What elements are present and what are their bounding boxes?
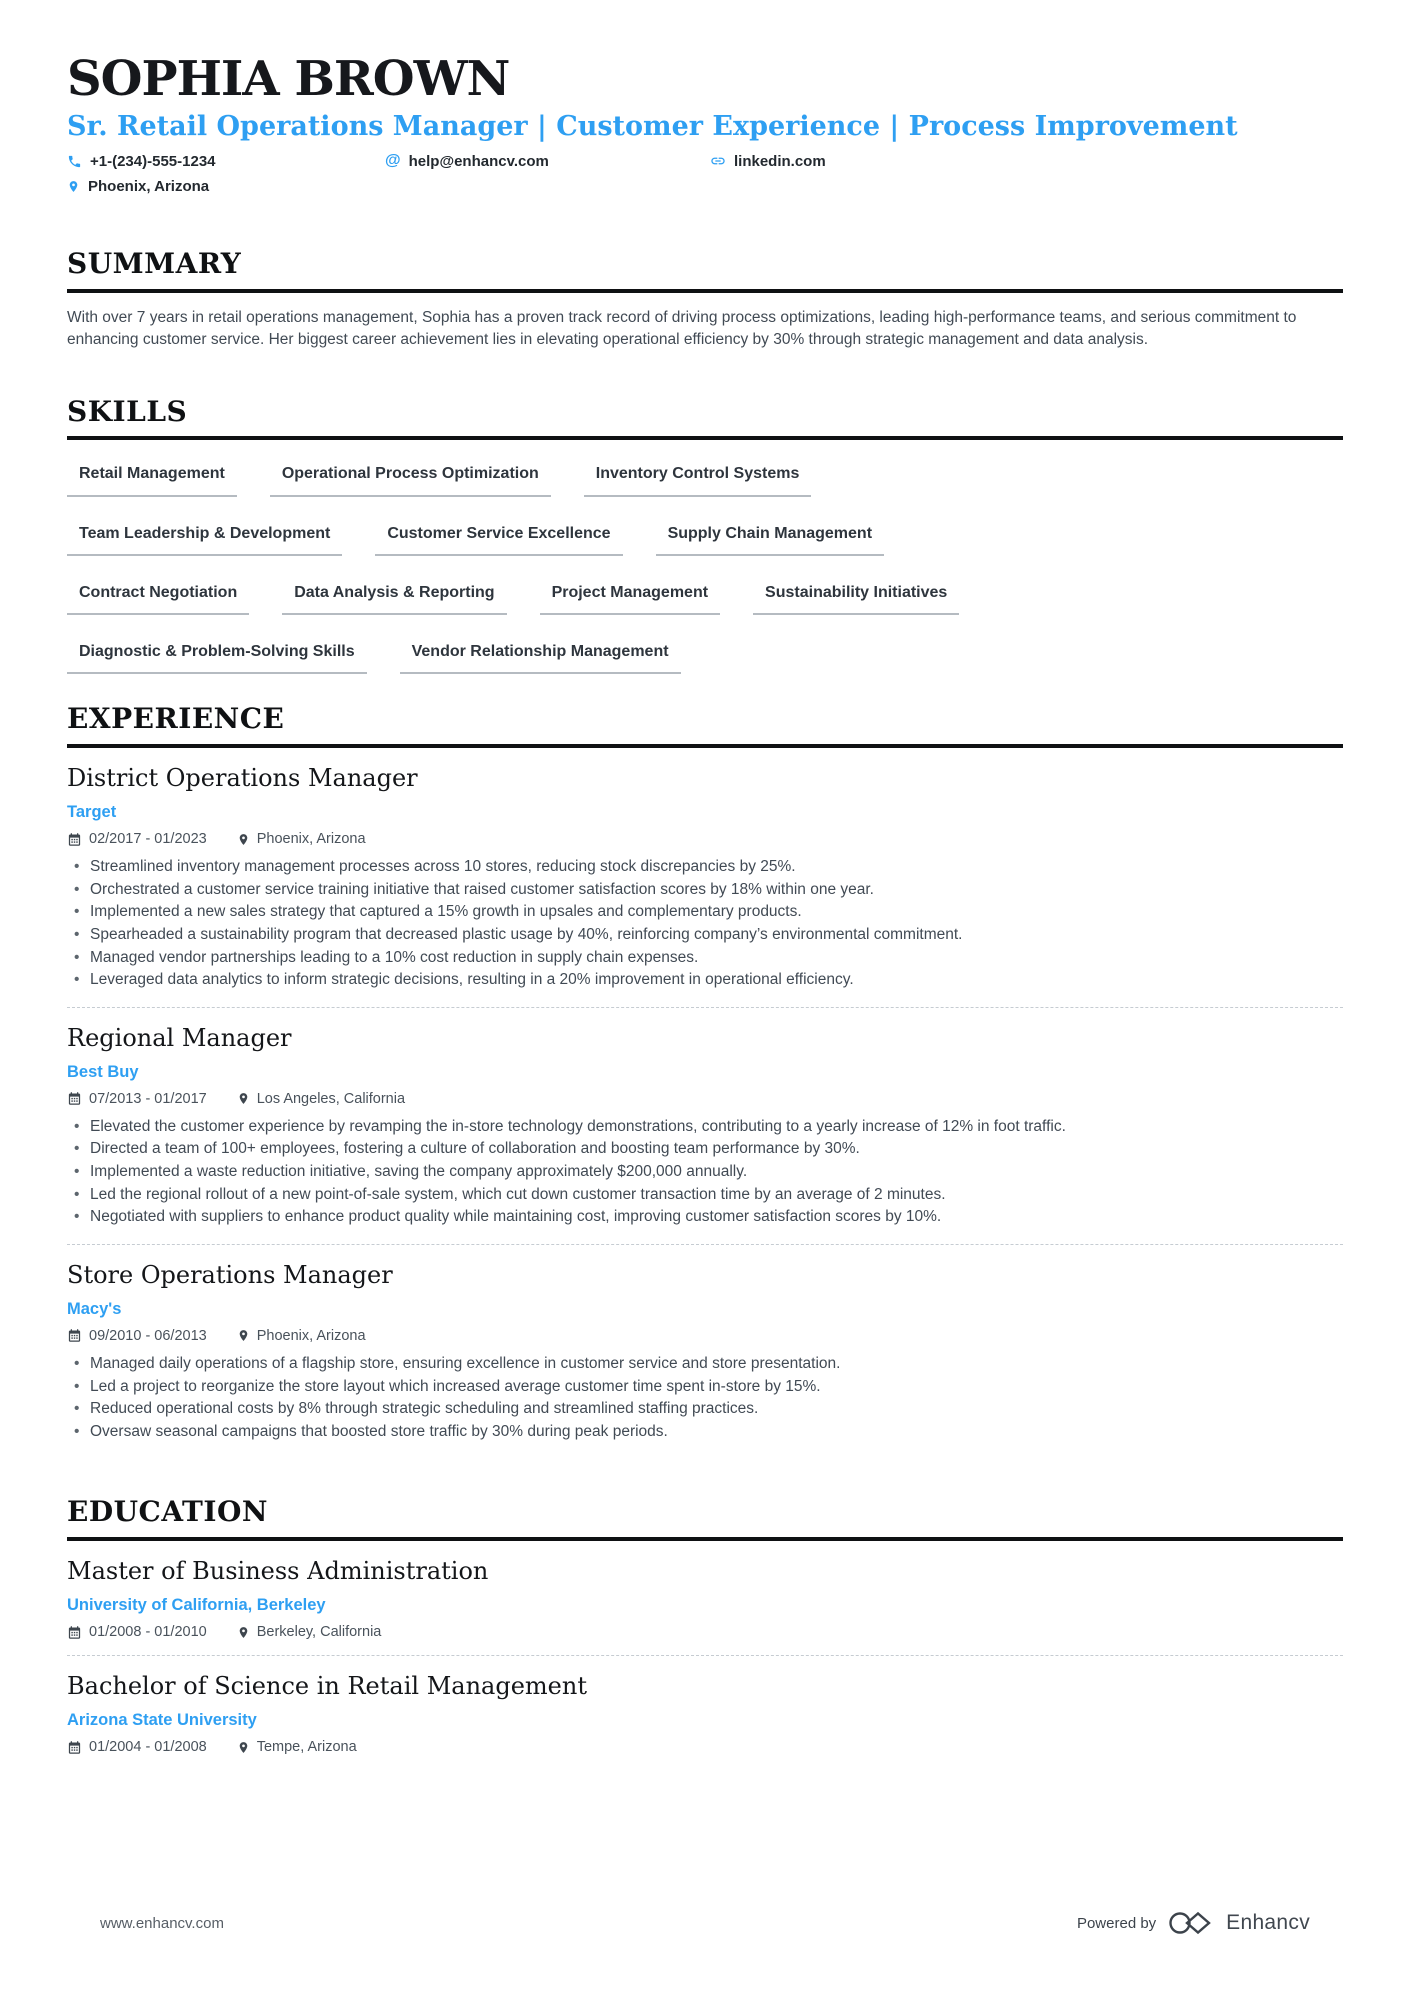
calendar-icon	[67, 832, 82, 847]
skill-rows	[67, 464, 1343, 674]
job-bullet: • Implemented a waste reduction initiative, saving the company approximately $200,000 annually.	[67, 1161, 1343, 1184]
summary-text: With over 7 years in retail operations management, Sophia has a proven track record of driving process optimizations, leading high-performance teams, and serious commitment to enhancing customer service. Her biggest career achievement lies in elevating operational efficiency by 30% through strategic management and data analysis.	[67, 308, 1297, 348]
location-pin-icon	[67, 179, 80, 194]
experience-heading: EXPERIENCE	[67, 704, 1343, 748]
brand-name: Enhancv	[1226, 1911, 1310, 1934]
degree-separator	[67, 1655, 1343, 1656]
degree-location-text: Berkeley, California	[256, 1624, 382, 1641]
job-bullet: • Streamlined inventory management processes across 10 stores, reducing stock discrepancies by 25%.	[67, 856, 1343, 879]
powered-by-label: Powered by	[1076, 1914, 1157, 1932]
job-bullet: • Managed daily operations of a flagship store, ensuring excellence in customer service and store presentation.	[67, 1353, 1343, 1376]
job-dates-text: 09/2010 - 06/2013	[89, 1327, 207, 1344]
skill-tag: Data Analysis & Reporting	[282, 583, 506, 615]
job-entry	[67, 1023, 1343, 1229]
skill-tag: Vendor Relationship Management	[400, 642, 681, 674]
location-pin-icon	[237, 1625, 250, 1640]
degree-dates	[67, 1624, 207, 1640]
linkedin-url[interactable]: linkedin.com	[734, 152, 826, 170]
job-bullet: • Orchestrated a customer service training initiative that raised customer satisfaction scores by 18% within one year.	[67, 879, 1343, 902]
skill-row	[67, 642, 1343, 674]
job-meta	[67, 1091, 1343, 1107]
at-icon: @	[385, 152, 401, 170]
phone-number: +1-(234)-555-1234	[90, 152, 216, 170]
job-location	[237, 1328, 366, 1344]
calendar-icon	[67, 1328, 82, 1343]
skill-tag: Retail Management	[67, 464, 237, 496]
enhancv-logo-icon	[1168, 1909, 1214, 1937]
degree-school: University of California, Berkeley	[67, 1596, 326, 1615]
calendar-icon	[67, 1625, 82, 1640]
job-dates	[67, 831, 207, 847]
job-bullets	[67, 1353, 1343, 1444]
location-pin-icon	[237, 832, 250, 847]
location-contact	[67, 178, 209, 195]
contact-row	[67, 153, 1343, 170]
job-bullet: • Led a project to reorganize the store layout which increased average customer time spent in-store by 15%.	[67, 1376, 1343, 1399]
job-title: Store Operations Manager	[67, 1260, 393, 1289]
email-contact[interactable]	[385, 153, 710, 170]
summary-section	[67, 246, 1343, 351]
skill-tag: Inventory Control Systems	[584, 464, 812, 496]
job-separator	[67, 1007, 1343, 1008]
job-dates-text: 07/2013 - 01/2017	[89, 1090, 207, 1107]
footer-site-link[interactable]: www.enhancv.com	[100, 1914, 224, 1932]
degree-school: Arizona State University	[67, 1711, 257, 1730]
job-bullet: • Elevated the customer experience by revamping the in-store technology demonstrations, contributing to a yearly increase of 12% in foot traffic.	[67, 1116, 1343, 1139]
experience-section	[67, 704, 1343, 1443]
skill-tag: Customer Service Excellence	[375, 524, 622, 556]
location-pin-icon	[237, 1091, 250, 1106]
job-bullets	[67, 1116, 1343, 1229]
degree-dates-text: 01/2004 - 01/2008	[89, 1739, 207, 1756]
job-bullet: • Spearheaded a sustainability program that decreased plastic usage by 40%, reinforcing company’s environmental commitment.	[67, 924, 1343, 947]
job-meta	[67, 1328, 1343, 1344]
job-separator	[67, 1244, 1343, 1245]
phone-contact	[67, 153, 385, 170]
degree-location	[237, 1739, 357, 1755]
job-bullet: • Implemented a new sales strategy that captured a 15% growth in upsales and complementary products.	[67, 901, 1343, 924]
summary-heading: SUMMARY	[67, 249, 1343, 293]
location-pin-icon	[237, 1740, 250, 1755]
job-location-text: Los Angeles, California	[256, 1090, 406, 1107]
job-bullet: • Leveraged data analytics to inform strategic decisions, resulting in a 20% improvement in operational efficiency.	[67, 969, 1343, 992]
job-location	[237, 1091, 405, 1107]
link-icon	[710, 153, 726, 169]
job-location	[237, 831, 366, 847]
education-heading: EDUCATION	[67, 1497, 1343, 1541]
job-company: Macy's	[67, 1299, 122, 1318]
job-bullets	[67, 856, 1343, 992]
skills-section	[67, 394, 1343, 675]
job-title: Regional Manager	[67, 1023, 292, 1052]
skill-tag: Diagnostic & Problem-Solving Skills	[67, 642, 367, 674]
skill-tag: Team Leadership & Development	[67, 524, 342, 556]
job-entry	[67, 763, 1343, 992]
email-address[interactable]: help@enhancv.com	[408, 152, 549, 170]
calendar-icon	[67, 1091, 82, 1106]
skill-row	[67, 524, 1343, 556]
location-row	[67, 178, 1343, 195]
job-bullet: • Managed vendor partnerships leading to a 10% cost reduction in supply chain expenses.	[67, 947, 1343, 970]
location-text: Phoenix, Arizona	[88, 177, 210, 195]
job-bullet: • Negotiated with suppliers to enhance product quality while maintaining cost, improving customer satisfaction scores by 10%.	[67, 1206, 1343, 1229]
job-location-text: Phoenix, Arizona	[256, 1327, 366, 1344]
skill-tag: Project Management	[540, 583, 720, 615]
job-company: Best Buy	[67, 1062, 139, 1081]
phone-icon	[67, 154, 82, 169]
skill-tag: Supply Chain Management	[656, 524, 884, 556]
degree-meta	[67, 1624, 1343, 1640]
degree-entry	[67, 1671, 1343, 1755]
job-bullet: • Reduced operational costs by 8% through strategic scheduling and streamlined staffing practices.	[67, 1398, 1343, 1421]
job-dates-text: 02/2017 - 01/2023	[89, 831, 207, 848]
degree-title: Bachelor of Science in Retail Management	[67, 1672, 587, 1701]
job-dates	[67, 1091, 207, 1107]
degree-location-text: Tempe, Arizona	[256, 1739, 357, 1756]
skill-tag: Sustainability Initiatives	[753, 583, 959, 615]
job-dates	[67, 1328, 207, 1344]
job-location-text: Phoenix, Arizona	[256, 831, 366, 848]
education-section	[67, 1497, 1343, 1755]
job-bullet: • Oversaw seasonal campaigns that boosted store traffic by 30% during peak periods.	[67, 1421, 1343, 1444]
skill-row	[67, 583, 1343, 615]
location-pin-icon	[237, 1328, 250, 1343]
powered-by	[1077, 1909, 1310, 1937]
candidate-name: SOPHIA BROWN	[67, 51, 510, 107]
degree-title: Master of Business Administration	[67, 1557, 489, 1586]
job-bullet: • Directed a team of 100+ employees, fostering a culture of collaboration and boosting team performance by 30%.	[67, 1138, 1343, 1161]
calendar-icon	[67, 1740, 82, 1755]
skill-row	[67, 464, 1343, 496]
degree-entry	[67, 1556, 1343, 1640]
job-title: District Operations Manager	[67, 764, 418, 793]
job-meta	[67, 831, 1343, 847]
degree-location	[237, 1624, 382, 1640]
degree-meta	[67, 1739, 1343, 1755]
skill-tag: Operational Process Optimization	[270, 464, 551, 496]
job-entry	[67, 1260, 1343, 1444]
degree-dates	[67, 1739, 207, 1755]
job-bullet: • Led the regional rollout of a new point-of-sale system, which cut down customer transaction time by an average of 2 minutes.	[67, 1184, 1343, 1207]
linkedin-contact[interactable]	[710, 153, 826, 170]
job-company: Target	[67, 803, 117, 822]
degree-dates-text: 01/2008 - 01/2010	[89, 1624, 207, 1641]
candidate-headline: Sr. Retail Operations Manager | Customer Experience | Process Improvement	[67, 110, 1238, 142]
skill-tag: Contract Negotiation	[67, 583, 249, 615]
skills-heading: SKILLS	[67, 397, 1343, 441]
page-footer	[100, 1909, 1310, 1937]
